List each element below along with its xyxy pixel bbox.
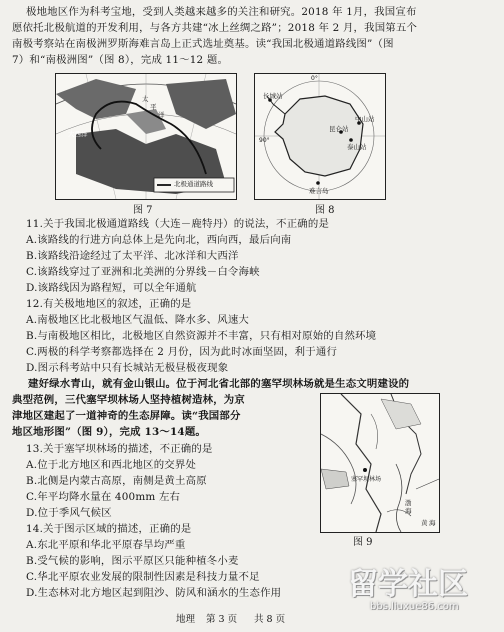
- question-13-option-a: A.位于北方地区和西北地区的交界处: [26, 459, 197, 471]
- footer-page: 第 3 页: [206, 614, 238, 625]
- route-legend-label: 北极通道路线: [174, 180, 213, 188]
- intro-line-4: 7）和“南极洲图”（图 8），完成 11～12 题。: [12, 54, 229, 66]
- longitude-90-label: 90°: [259, 137, 270, 144]
- station-great-wall-label: 长城站: [263, 92, 283, 100]
- question-12-option-b: B.与南极地区相比，北极地区自然资源并不丰富，只有相对原始的自然环境: [26, 330, 377, 342]
- terrain-map-graphic: [321, 394, 439, 532]
- figure-9-caption: 图 9: [353, 537, 373, 548]
- figure-9-terrain-map: [320, 393, 440, 533]
- intro2-line-1: 建好绿水青山，就有金山银山。位于河北省北部的塞罕坝林场就是生态文明建设的: [28, 378, 410, 390]
- question-11-option-a: A.该路线的行进方向总体上是先向北，西向西，最后向南: [26, 234, 292, 246]
- huanghai-label-2: 海: [429, 519, 436, 527]
- footer-total: 共 8 页: [254, 614, 286, 625]
- map-label-ocean-1: 太: [142, 95, 149, 103]
- intro2-line-4: 地区地形图”（图 9），完成 13～14题。: [12, 426, 207, 438]
- map-label-atlantic: 大西洋: [68, 130, 88, 138]
- intro-line-1: 极地地区作为科考宝地，受到人类越来越多的关注和研究。2018 年 1月，我国宣布: [26, 6, 417, 18]
- bohai-label-1: 渤: [405, 499, 412, 507]
- question-13-option-d: D.位于季风气候区: [26, 507, 112, 519]
- question-12-option-a: A.南极地区比北极地区气温低、降水多、风速大: [26, 314, 250, 326]
- watermark-brand: 留学社区: [348, 567, 468, 602]
- intro2-line-3: 津地区建起了一道神奇的生态屏障。读“我国部分: [12, 410, 241, 422]
- footer-subject: 地理: [176, 614, 196, 625]
- station-taishan-label: 泰山站: [347, 143, 367, 151]
- intro-line-2: 愿依托北极航道的开发利用，与各方共建“冰上丝绸之路”；2018 年 2 月，我国第五个: [12, 22, 418, 34]
- question-14-option-d: D.生态林对北方地区起到阻沙、防风和涵水的生态作用: [26, 587, 282, 599]
- question-11-option-c: C.该路线穿过了亚洲和北美洲的分界线－白令海峡: [26, 266, 260, 278]
- longitude-0-label: 0°: [311, 75, 318, 82]
- question-14-stem: 14.关于图示区域的描述，正确的是: [26, 523, 192, 535]
- map-label-ocean-2: 平: [150, 103, 157, 111]
- question-13-option-c: C.年平均降水量在 400mm 左右: [26, 491, 181, 503]
- figure-7-arctic-route-map: [55, 73, 237, 200]
- inexpressible-island-label: 难言岛: [309, 187, 329, 195]
- question-14-option-c: C.华北平原农业发展的限制性因素是科技力量不足: [26, 571, 260, 583]
- question-11-option-b: B.该路线沿途经过了太平洋、北冰洋和大西洋: [26, 250, 239, 262]
- question-13-option-b: B.北侧是内蒙古高原，南侧是黄土高原: [26, 475, 207, 487]
- question-14-option-b: B.受气候的影响，图示平原区只能种植冬小麦: [26, 555, 239, 567]
- question-11-option-d: D.该路线因为路程短，可以全年通航: [26, 282, 197, 294]
- huanghai-label-1: 黄: [421, 519, 428, 527]
- map-label-ocean-3: 洋: [158, 111, 165, 119]
- question-11-stem: 11.关于我国北极通道路线（大连－鹿特丹）的说法，不正确的是: [26, 218, 330, 230]
- question-12-option-d: D.图示科考站中只有长城站无极昼极夜现象: [26, 362, 229, 374]
- saihanba-label: 塞罕坝林场: [351, 476, 382, 483]
- watermark-url: bbs.liuxue86.com: [370, 601, 459, 612]
- question-14-option-a: A.东北平原和华北平原春旱均严重: [26, 539, 186, 551]
- figure-7-caption: 图 7: [133, 205, 153, 216]
- question-12-stem: 12.有关极地地区的叙述，正确的是: [26, 298, 192, 310]
- question-12-option-c: C.两极的科学考察都选择在 2 月份，因为此时冰面坚固，利于通行: [26, 346, 338, 358]
- question-13-stem: 13.关于塞罕坝林场的描述，不正确的是: [26, 443, 213, 455]
- station-zhongshan-label: 中山站: [355, 115, 375, 123]
- intro-line-3: 南极考察站在南极洲罗斯海难言岛上正式选址奠基。读“我国北极通道路线图”（图: [12, 38, 394, 50]
- intro2-line-2: 典型范例，三代塞罕坝林场人坚持植树造林，为京: [12, 394, 245, 406]
- station-kunlun-label: 昆仑站: [329, 125, 349, 133]
- bohai-label-2: 海: [405, 507, 412, 515]
- figure-8-caption: 图 8: [315, 205, 335, 216]
- figure-8-antarctica-map: [254, 73, 386, 200]
